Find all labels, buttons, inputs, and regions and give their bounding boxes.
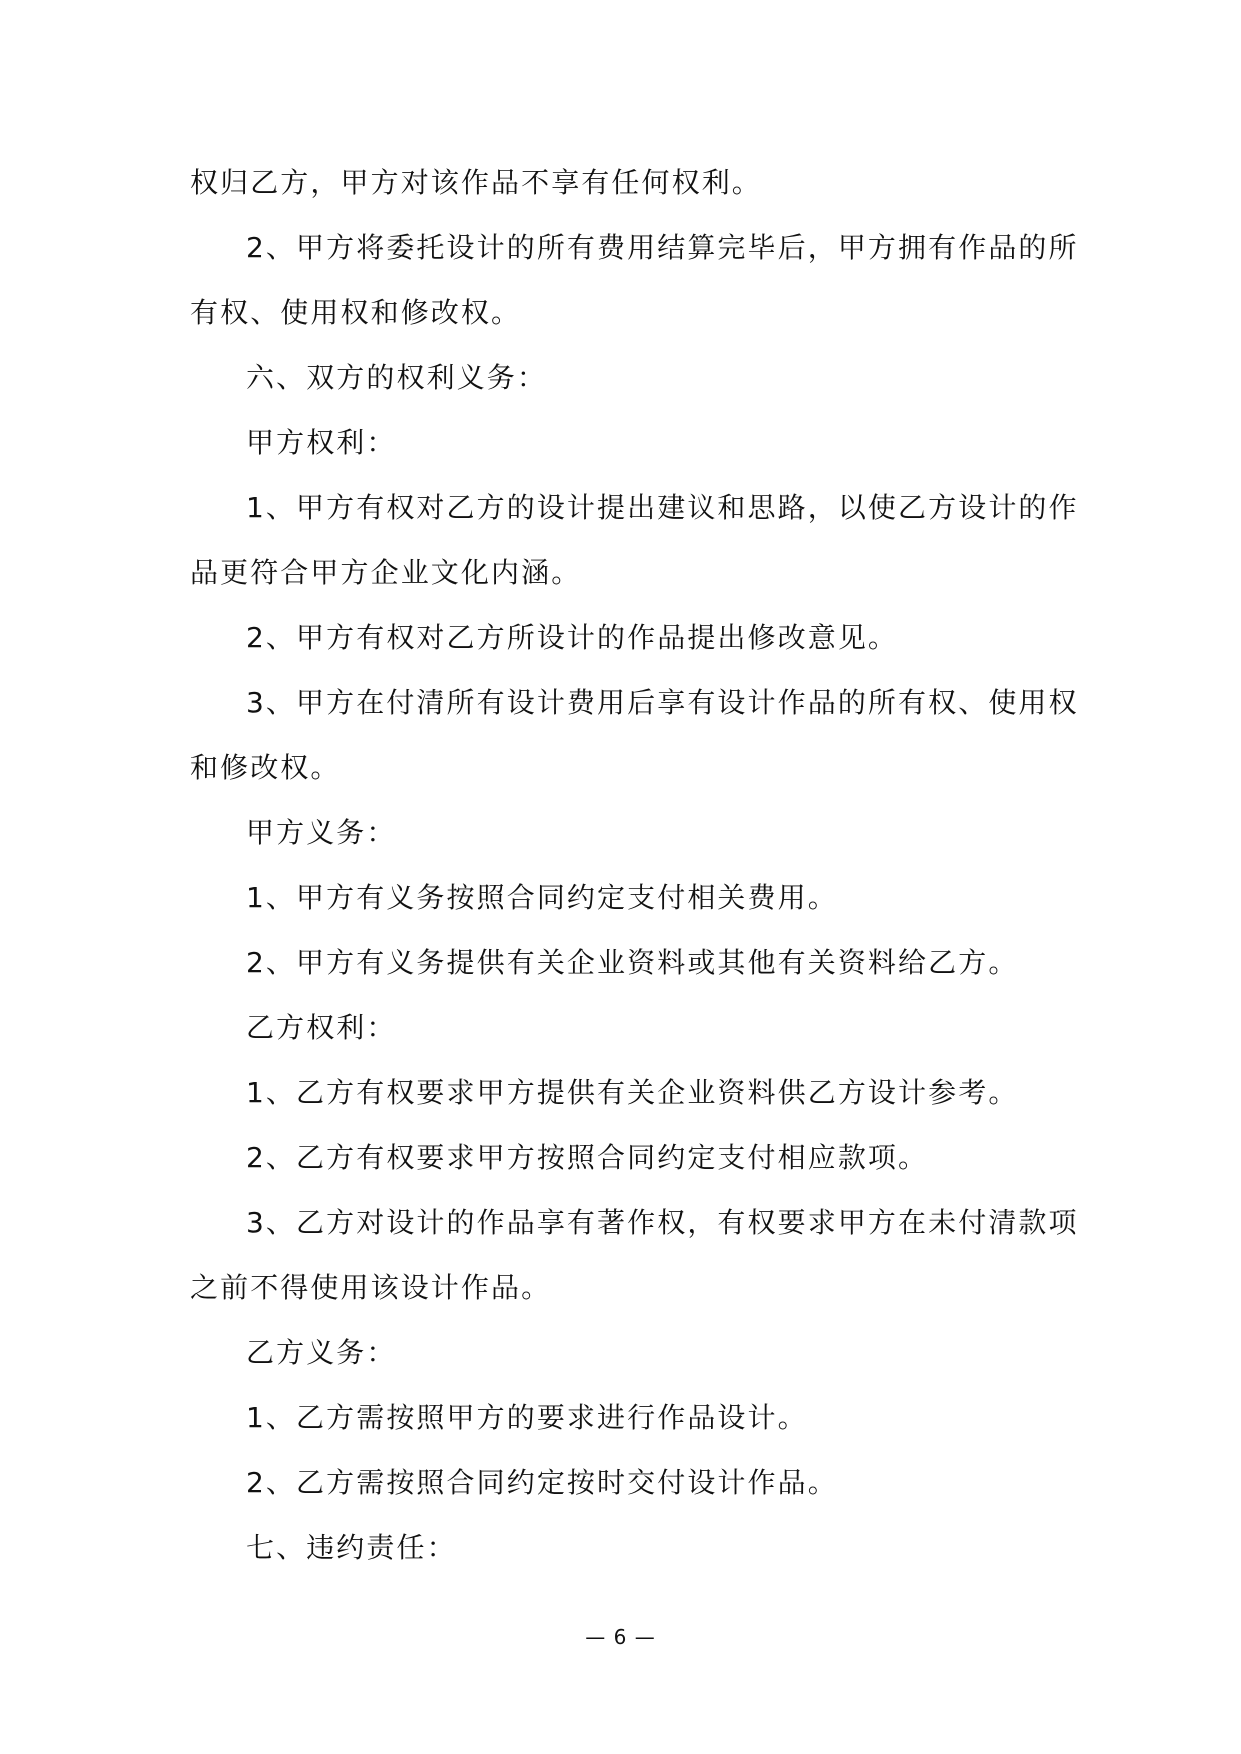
text-line-1: 权归乙方，甲方对该作品不享有任何权利。 <box>190 166 762 199</box>
text-line-7: 品更符合甲方企业文化内涵。 <box>190 556 582 589</box>
text-line-9: 3、甲方在付清所有设计费用后享有设计作品的所有权、使用权 <box>246 686 1079 719</box>
text-line-16: 2、乙方有权要求甲方按照合同约定支付相应款项。 <box>246 1141 929 1174</box>
subheading-party-a-rights: 甲方权利： <box>246 426 397 459</box>
text-line-20: 1、乙方需按照甲方的要求进行作品设计。 <box>246 1401 808 1434</box>
text-line-12: 1、甲方有义务按照合同约定支付相关费用。 <box>246 881 838 914</box>
subheading-party-a-obligations: 甲方义务： <box>246 816 397 849</box>
text-line-10: 和修改权。 <box>190 751 341 784</box>
document-body <box>190 158 1079 1588</box>
text-line-15: 1、乙方有权要求甲方提供有关企业资料供乙方设计参考。 <box>246 1076 1019 1109</box>
page-number: — 6 — <box>585 1625 656 1649</box>
subheading-party-b-rights: 乙方权利： <box>246 1011 397 1044</box>
text-line-2: 2、甲方将委托设计的所有费用结算完毕后，甲方拥有作品的所 <box>246 231 1079 264</box>
text-line-13: 2、甲方有义务提供有关企业资料或其他有关资料给乙方。 <box>246 946 1019 979</box>
text-line-21: 2、乙方需按照合同约定按时交付设计作品。 <box>246 1466 838 1499</box>
text-line-8: 2、甲方有权对乙方所设计的作品提出修改意见。 <box>246 621 899 654</box>
section-heading-breach-liability: 七、违约责任： <box>246 1531 457 1564</box>
section-heading-rights-obligations: 六、双方的权利义务： <box>246 361 548 394</box>
subheading-party-b-obligations: 乙方义务： <box>246 1336 397 1369</box>
text-line-18: 之前不得使用该设计作品。 <box>190 1271 552 1304</box>
text-line-3: 有权、使用权和修改权。 <box>190 296 522 329</box>
text-line-6: 1、甲方有权对乙方的设计提出建议和思路，以使乙方设计的作 <box>246 491 1079 524</box>
text-line-17: 3、乙方对设计的作品享有著作权，有权要求甲方在未付清款项 <box>246 1206 1079 1239</box>
